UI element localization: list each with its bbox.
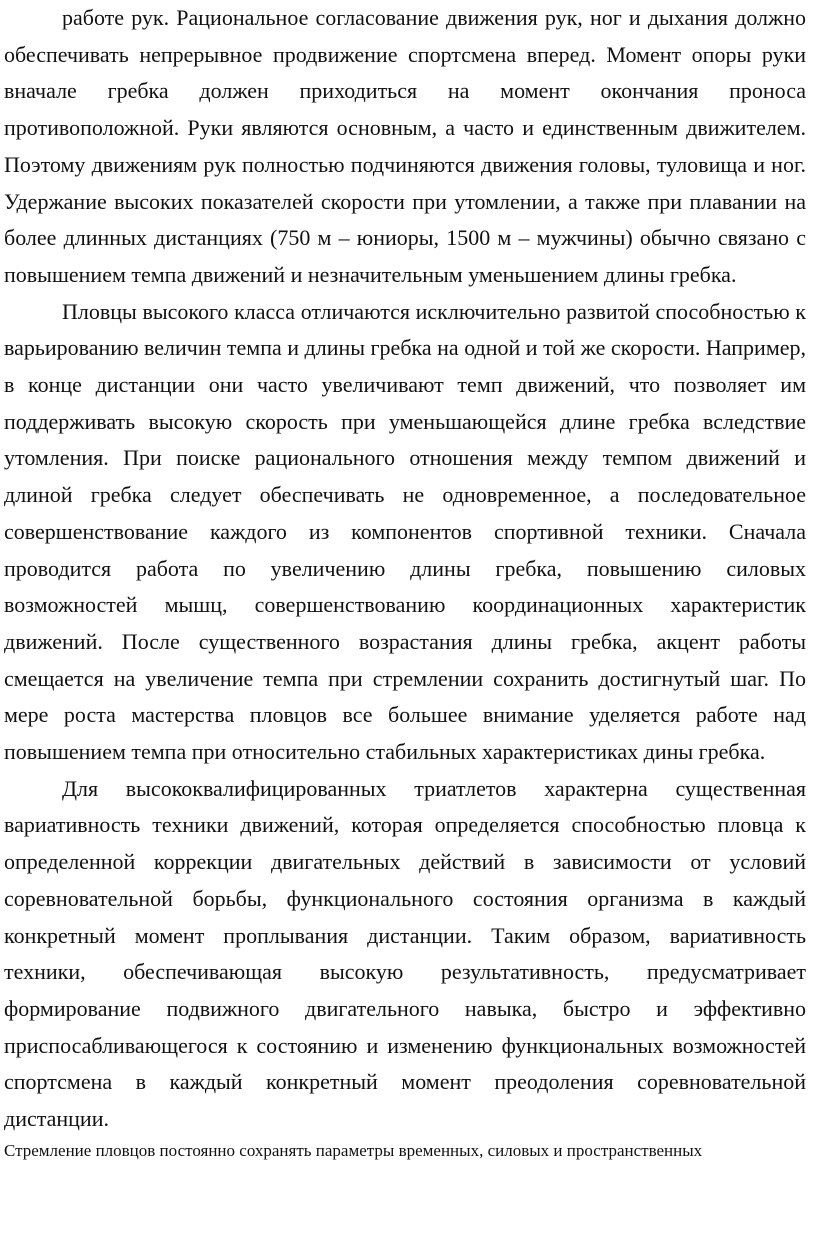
paragraph-2: Пловцы высокого класса отличаются исключительно развитой способностью к варьированию величин темпа и длины гребка на одной и той же скорости. Например, в конце дистанции они часто увеличивают темп движений, что позволяет им поддерживать высокую скорость при уменьшающейся длине гребка вследствие утомления. При поиске рационального отношения между темпом движений и длиной гребка следует обеспечивать не одновременное, а последовательное совершенствование каждого из компонентов спортивной техники. Сначала проводится работа по увеличению длины гребка, повышению силовых возможностей мышц, совершенствованию координационных характеристик движений. После существенного возрастания длины гребка, акцент работы смещается на увеличение темпа при стремлении сохранить достигнутый шаг. По мере роста мастерства пловцов все большее внимание уделяется работе над повышением темпа при относительно стабильных характеристиках дины гребка. (4, 298, 806, 765)
continuation-line: Стремление пловцов постоянно сохранять параметры временных, силовых и пространственных (4, 1140, 703, 1160)
paragraph-1: работе рук. Рациональное согласование движения рук, ног и дыхания должно обеспечивать непрерывное продвижение спортсмена вперед. Момент опоры руки вначале гребка должен приходиться на момент окончания проноса противоположной. Руки являются основным, а часто и единственным движителем. Поэтому движениям рук полностью подчиняются движения головы, туловища и ног. Удержание высоких показателей скорости при утомлении, а также при плавании на более длинных дистанциях (750 м – юниоры, 1500 м – мужчины) обычно связано с повышением темпа движений и незначительным уменьшением длины гребка. (4, 5, 806, 287)
paragraph-3: Для высококвалифицированных триатлетов характерна существенная вариативность техники движений, которая определяется способностью пловца к определенной коррекции двигательных действий в зависимости от условий соревновательной борьбы, функционального состояния организма в каждый конкретный момент проплывания дистанции. Таким образом, вариативность техники, обеспечивающая высокую результативность, предусматривает формирование подвижного двигательного навыка, быстро и эффективно приспосабливающегося к состоянию и изменению функциональных возможностей спортсмена в каждый конкретный момент преодоления соревновательной дистанции. (4, 775, 806, 1132)
